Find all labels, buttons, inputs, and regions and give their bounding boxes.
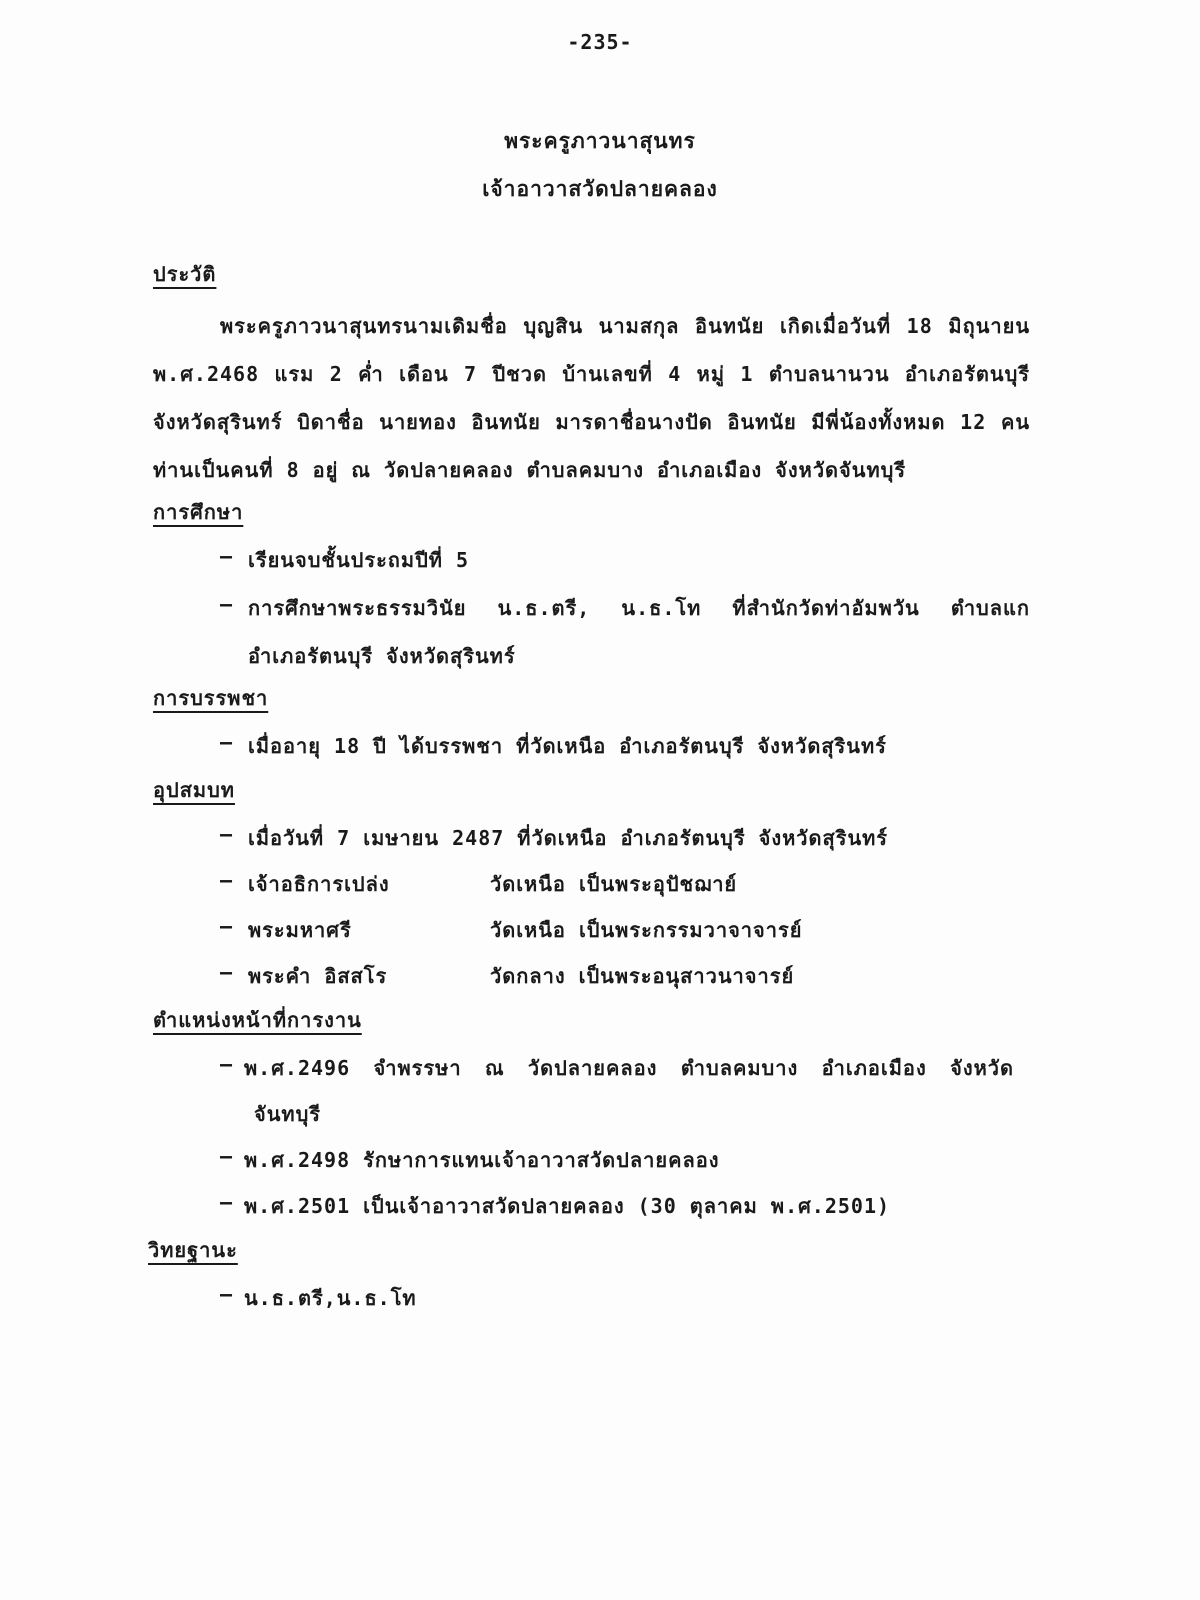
history-line: พ.ศ.2468 แรม 2 ค่ำ เดือน 7 ปีชวด บ้านเลขที่ 4 หมู่ 1 ตำบลนานวน อำเภอรัตนบุรี [153,362,1030,386]
history-line: พระครูภาวนาสุนทรนามเดิมชื่อ บุญสิน นามสกุล อินทนัย เกิดเมื่อวันที่ 18 มิถุนายน [220,314,1030,338]
bullet-dash: – [220,1190,233,1214]
list-item: การศึกษาพระธรรมวินัย น.ธ.ตรี, น.ธ.โท ที่สำนักวัดท่าอัมพวัน ตำบลแก [248,596,1030,620]
bullet-dash: – [220,1144,233,1168]
bullet-dash: – [220,1052,233,1076]
bullet-dash: – [220,592,233,616]
history-line: ท่านเป็นคนที่ 8 อยู่ ณ วัดปลายคลอง ตำบลคมบาง อำเภอเมือง จังหวัดจันทบุรี [153,458,907,482]
bullet-dash: – [220,1282,233,1306]
preceptor-name: เจ้าอธิการเปล่ง [248,872,390,896]
preceptor-role: วัดกลาง เป็นพระอนุสาวนาจารย์ [490,964,795,988]
section-heading-monk-ordination: อุปสมบท [153,778,235,802]
list-item: พ.ศ.2496 จำพรรษา ณ วัดปลายคลอง ตำบลคมบาง อำเภอเมือง จังหวัด [244,1056,1014,1080]
document-title: พระครูภาวนาสุนทร [504,129,696,153]
bullet-dash: – [220,544,233,568]
history-line: จังหวัดสุรินทร์ บิดาชื่อ นายทอง อินทนัย มารดาชื่อนางปัด อินทนัย มีพี่น้องทั้งหมด 12 คน [153,410,1030,434]
preceptor-name: พระคำ อิสสโร [248,964,388,988]
list-item: เมื่อวันที่ 7 เมษายน 2487 ที่วัดเหนือ อำเภอรัตนบุรี จังหวัดสุรินทร์ [248,826,889,850]
list-item: เรียนจบชั้นประถมปีที่ 5 [248,548,470,572]
document-subtitle: เจ้าอาวาสวัดปลายคลอง [482,177,718,201]
section-heading-history: ประวัติ [153,262,217,286]
list-item: น.ธ.ตรี,น.ธ.โท [244,1286,417,1310]
list-item-continuation: อำเภอรัตนบุรี จังหวัดสุรินทร์ [248,644,516,668]
preceptor-role: วัดเหนือ เป็นพระกรรมวาจาจารย์ [490,918,803,942]
list-item: เมื่ออายุ 18 ปี ได้บรรพชา ที่วัดเหนือ อำเภอรัตนบุรี จังหวัดสุรินทร์ [248,734,887,758]
preceptor-name: พระมหาศรี [248,918,352,942]
bullet-dash: – [220,868,233,892]
bullet-dash: – [220,960,233,984]
section-heading-academic: วิทยฐานะ [148,1238,238,1262]
page-number: -235- [567,30,633,54]
section-heading-novice-ordination: การบรรพชา [153,686,269,710]
section-heading-education: การศึกษา [153,500,244,524]
bullet-dash: – [220,914,233,938]
list-item-continuation: จันทบุรี [254,1102,322,1126]
preceptor-role: วัดเหนือ เป็นพระอุปัชฌาย์ [490,872,738,896]
bullet-dash: – [220,730,233,754]
list-item: พ.ศ.2498 รักษาการแทนเจ้าอาวาสวัดปลายคลอง [244,1148,720,1172]
list-item: พ.ศ.2501 เป็นเจ้าอาวาสวัดปลายคลอง (30 ตุลาคม พ.ศ.2501) [244,1194,891,1218]
bullet-dash: – [220,822,233,846]
section-heading-positions: ตำแหน่งหน้าที่การงาน [153,1008,362,1032]
